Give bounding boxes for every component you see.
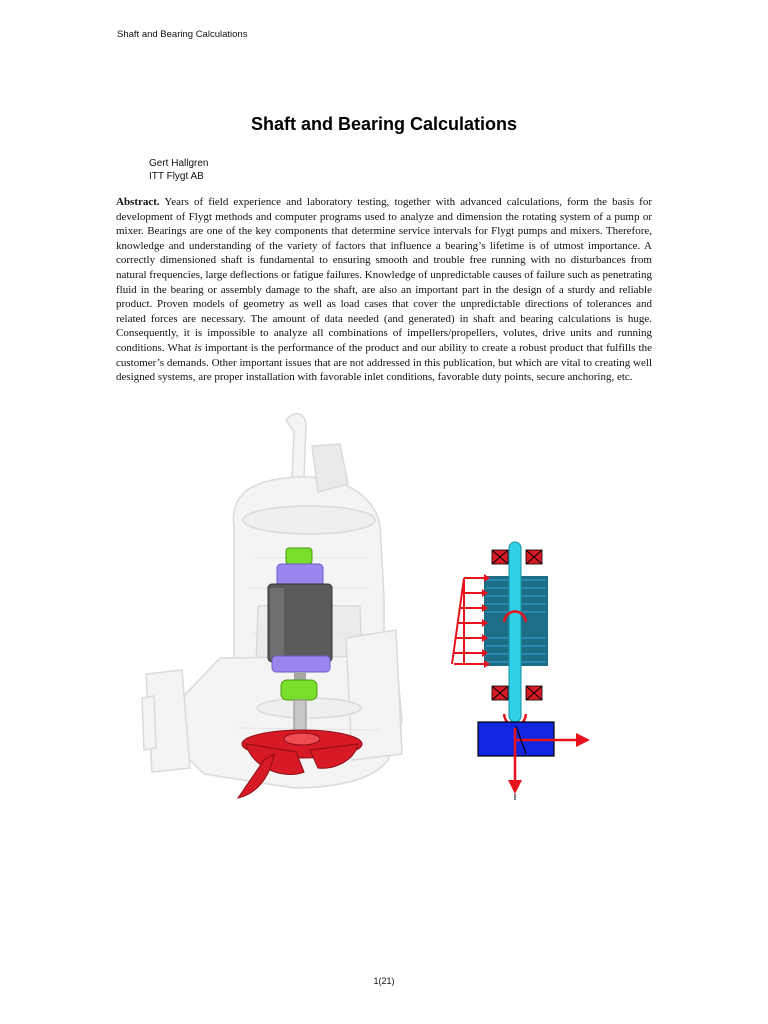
pump-cutaway-illustration bbox=[142, 414, 402, 798]
abstract-text: Years of field experience and laboratory testing, together with advanced calculations, form the basis for development of Flygt methods and computer programs used to analyze and dimension the rotating system of a pump or mixer. Bearings are one of the key components that determine service intervals for Flygt pumps and mixers. Therefore, knowledge and understanding of the variety of factors that influence a bearing’s lifetime is of utmost importance. A correctly dimensioned shaft is fundamental to ensuring smooth and trouble free running with no disturbances from natural frequencies, large deflections or fatigue failures. Knowledge of unpredictable causes of failure such as penetrating fluid in the bearing or assembly damage to the shaft, are also an important part in the design of a sturdy and reliable product. Proven models of geometry as well as load cases that cover the unpredictable directions of tolerances and related forces are necessary. The amount of data needed (and generated) in shaft and bearing calculations is huge. Consequently, it is impossible to analyze all combinations of impellers/propellers, volutes, drive units and running conditions. What bbox=[116, 196, 652, 354]
running-header: Shaft and Bearing Calculations bbox=[117, 29, 248, 40]
abstract-text-end: important is the performance of the product and our ability to create a robust product that fulfills the customer’s demands. Other important issues that are not addressed in this publication, but which are vital to creating well designed systems, are proper installation with favorable inlet conditions, favorable duty points, secure anchoring, etc. bbox=[116, 341, 652, 384]
abstract-paragraph bbox=[116, 195, 652, 385]
shaft-bearing-schematic bbox=[452, 542, 590, 800]
page-number: 1(21) bbox=[373, 976, 395, 986]
abstract-lead: Abstract. bbox=[116, 196, 160, 208]
distributed-load-arrows bbox=[452, 578, 484, 664]
document-title: Shaft and Bearing Calculations bbox=[250, 114, 518, 134]
author-affiliation: ITT Flygt AB bbox=[149, 171, 204, 182]
shaft bbox=[509, 542, 521, 722]
abstract-emphasis: is bbox=[194, 341, 202, 354]
author-block bbox=[149, 157, 208, 183]
author-name: Gert Hallgren bbox=[149, 158, 209, 169]
pump-figure bbox=[134, 408, 614, 828]
